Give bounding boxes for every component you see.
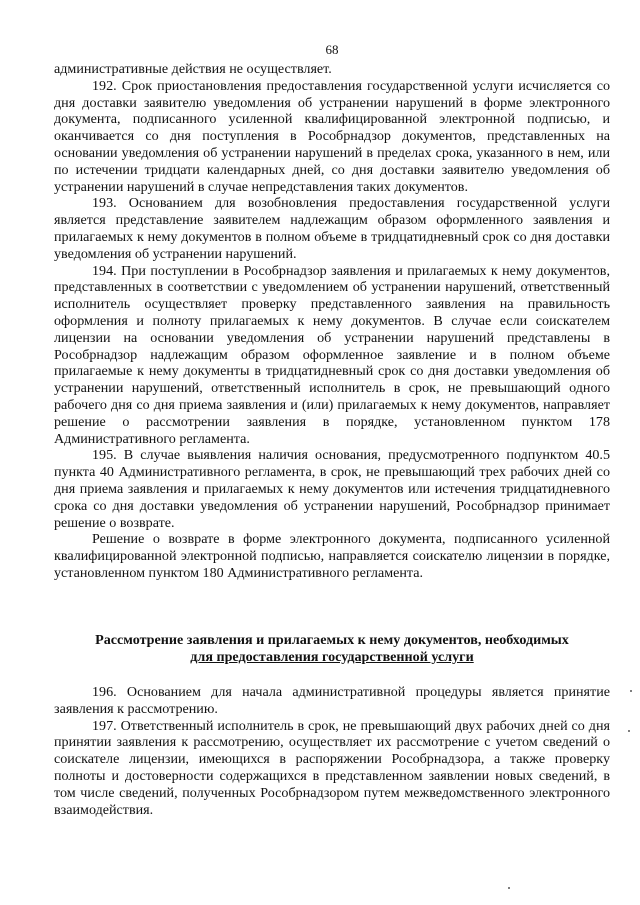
paragraph-return-decision: Решение о возврате в форме электронного документа, подписанного усиленной квалифицированной электронной подписью, направляется соискателю лицензии в порядке, установленном пунктом 180 Административного регламента. — [54, 531, 610, 581]
paragraph-193: 193. Основанием для возобновления предоставления государственной услуги является представление заявителем надлежащим образом оформленного заявления и прилагаемых к нему документов в полном объеме в тридцатидневный срок со дня доставки уведомления об устранении нарушений. — [54, 195, 610, 262]
section-heading-line-2: для предоставления государственной услуги — [190, 648, 474, 665]
paragraph-197: 197. Ответственный исполнитель в срок, не превышающий двух рабочих дней со дня принятии заявления к рассмотрению, осуществляет их рассмотрение с учетом сведений о соискателе лицензии, имеющихся в распоряжении Рособрнадзора, а также проверку полноты и достоверности содержащихся в представленном заявлении новых сведений, в том числе сведений, полученных Рособрнадзором путем межведомственного электронного взаимодействия. — [54, 717, 610, 818]
scan-artifact-dot — [508, 887, 510, 889]
paragraph-196: 196. Основанием для начала административной процедуры является принятие заявления к рассмотрению. — [54, 684, 610, 717]
section-heading — [54, 632, 610, 666]
body-text-bottom — [54, 684, 610, 818]
body-text-top — [54, 61, 610, 582]
paragraph-continuation: административные действия не осуществляет. — [54, 61, 332, 77]
paragraph-194: 194. При поступлении в Рособрнадзор заявления и прилагаемых к нему документов, представленных в соответствии с уведомлением об устранении нарушений, ответственный исполнитель осуществляет проверку представленного заявления на правильность оформления и полноту прилагаемых к нему документов. В случае если соискателем лицензии на основании уведомления об устранении нарушений представлены в Рособрнадзор надлежащим образом оформленное заявление и в полном объеме прилагаемые к нему документы в тридцатидневный срок со дня доставки уведомления об устранении нарушений, ответственный исполнитель в срок, не превышающий одного рабочего дня со дня приема заявления и (или) прилагаемых к нему документов, направляет решение о рассмотрении заявления в порядке, установленном пунктом 178 Административного регламента. — [54, 262, 610, 447]
section-heading-line-1: Рассмотрение заявления и прилагаемых к нему документов, необходимых — [95, 632, 569, 648]
scan-artifact-dot — [630, 690, 632, 692]
paragraph-195: 195. В случае выявления наличия основания, предусмотренного подпунктом 40.5 пункта 40 Административного регламента, в срок, не превышающий трех рабочих дней со дня приема заявления и прилагаемых к нему документов или истечения тридцатидневного срока со дня доставки уведомления об устранении нарушений, Рособрнадзор принимает решение о возврате. — [54, 447, 610, 531]
document-page — [54, 0, 610, 905]
page-number: 68 — [325, 42, 339, 57]
paragraph-192: 192. Срок приостановления предоставления государственной услуги исчисляется со дня доставки заявителю уведомления об устранении нарушений в форме электронного документа, подписанного усиленной квалифицированной электронной подписью, и оканчивается со дня поступления в Рособрнадзор документов, представленных на основании уведомления об устранении нарушений в пределах срока, указанного в нем, или по истечении тридцати календарных дней, со дня доставки заявителю уведомления об устранении нарушений в случае непредставления таких документов. — [54, 77, 610, 195]
scan-artifact-dot — [628, 730, 630, 732]
